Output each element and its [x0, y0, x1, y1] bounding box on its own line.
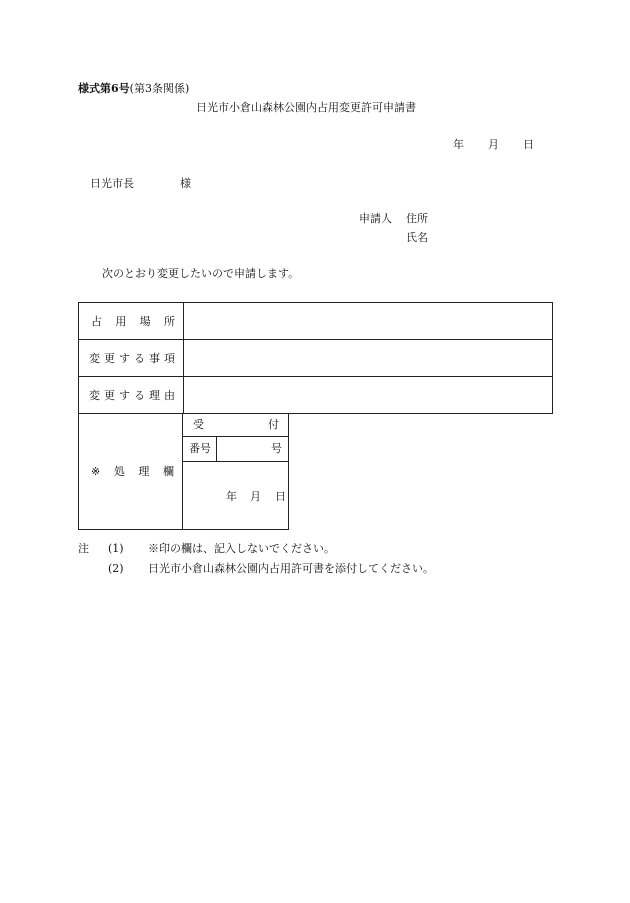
addressee-name: 日光市長 — [90, 177, 134, 190]
row-label-change-items: 変 更 す る 事 項 — [79, 340, 184, 377]
addressee — [90, 177, 191, 191]
addressee-honorific: 様 — [180, 177, 191, 190]
receipt-label-left: 受 — [193, 418, 204, 431]
application-table — [78, 302, 553, 414]
row-label-location: 占 用 場 所 — [79, 303, 184, 340]
change-items-field[interactable] — [184, 340, 553, 377]
date-year-label: 年 — [453, 138, 464, 151]
table-row — [79, 377, 553, 414]
processing-date-month: 月 — [250, 490, 261, 503]
number-row — [182, 437, 288, 462]
applicant-address-label: 住所 — [406, 212, 428, 225]
form-number-ref: (第3条関係) — [129, 82, 190, 95]
processing-mark: ※ — [91, 465, 101, 478]
applicant-name-label: 氏名 — [406, 231, 428, 244]
number-label: 番号 — [189, 442, 211, 455]
form-number-bold: 様式第6号 — [78, 82, 130, 95]
applicant-label: 申請人 — [359, 212, 392, 225]
processing-date-year: 年 — [226, 490, 237, 503]
date-month-label: 月 — [488, 138, 499, 151]
table-row — [79, 303, 553, 340]
form-number — [78, 82, 189, 96]
table-row — [79, 340, 553, 377]
receipt-row — [182, 413, 288, 437]
change-reason-field[interactable] — [184, 377, 553, 414]
intro-text: 次のとおり変更したいので申請します。 — [102, 267, 300, 280]
date-day-label: 日 — [523, 138, 534, 151]
notes-prefix: 注 — [78, 542, 89, 555]
document-title: 日光市小倉山森林公園内占用変更許可申請書 — [196, 101, 416, 114]
occupied-location-field[interactable] — [184, 303, 553, 340]
note-1-number: (1) — [108, 542, 124, 555]
number-suffix: 号 — [271, 442, 282, 455]
receipt-label-right: 付 — [268, 418, 279, 431]
processing-box — [182, 413, 289, 530]
note-2-text: 日光市小倉山森林公園内占用許可書を添付してください。 — [148, 562, 434, 575]
row-label-change-reason: 変 更 す る 理 由 — [79, 377, 184, 414]
note-1-text: ※印の欄は、記入しないでください。 — [148, 542, 335, 555]
processing-label-cell: ※ 処 理 欄 — [78, 413, 183, 530]
processing-date-day: 日 — [275, 490, 286, 503]
note-2-number: (2) — [108, 562, 124, 575]
